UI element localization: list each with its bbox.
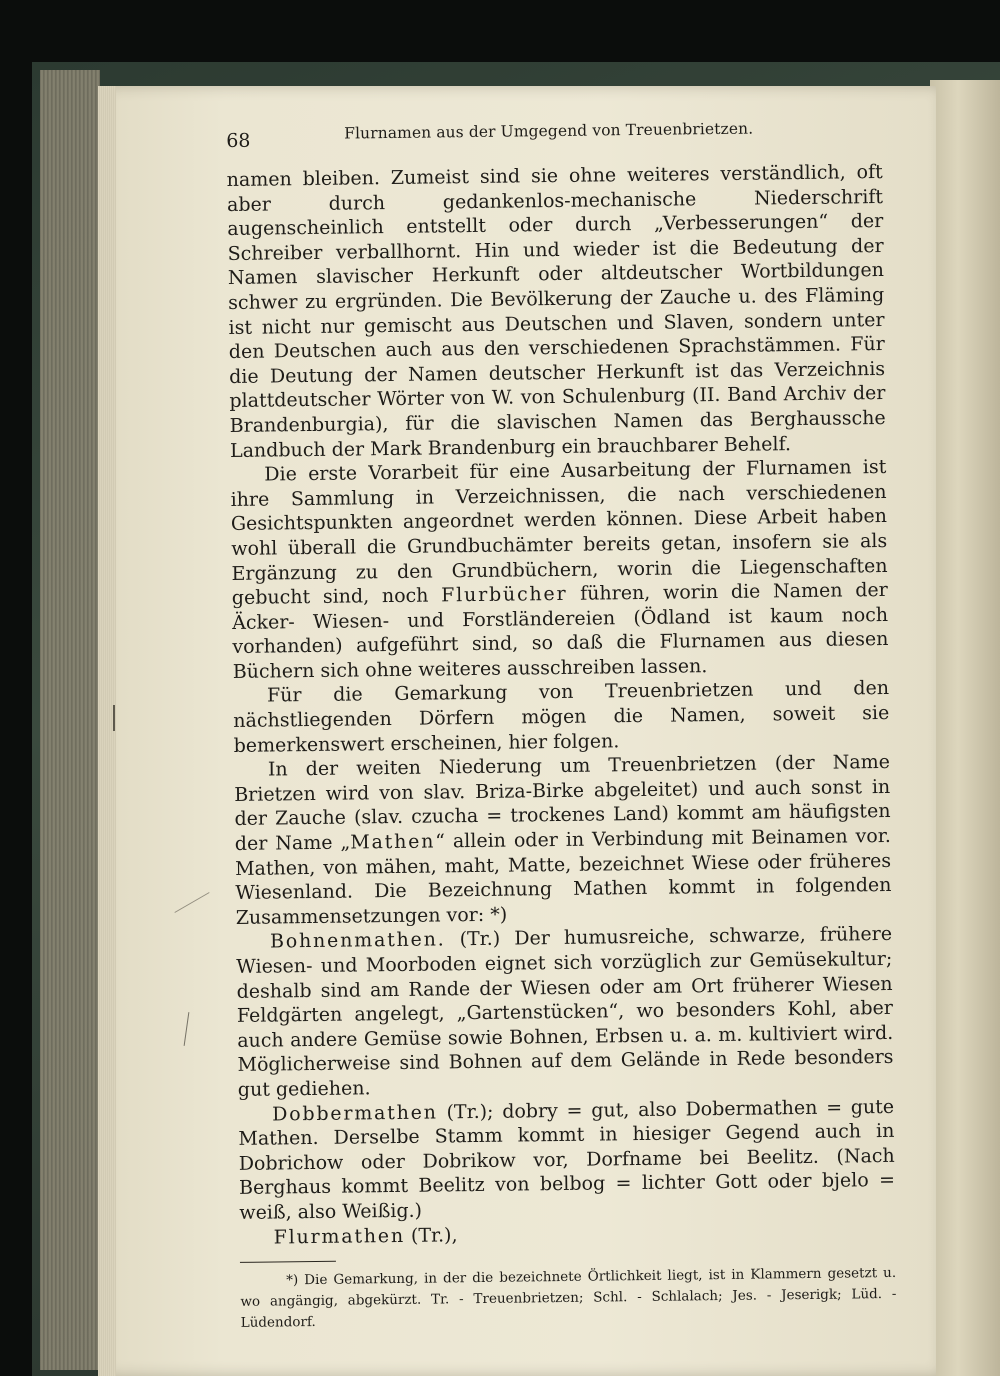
entry-dobbermathen: [238, 1094, 895, 1225]
paragraph-4-text-a: In der weiten Niederung um Treuenbrietzen (der Name Brietzen wird von slav. Briza-Birke abgeleitet) und auch sonst in der Zauche (slav. czucha = trockenes Land) kommt am häufigsten der Name „: [234, 751, 891, 855]
page-header: [226, 112, 882, 154]
paragraph-2-text-b: führen, worin die Namen der Äcker- Wiesen- und Forstländereien (Ödland ist kaum noch vorhanden) aufgeführt sind, so daß die Flurnamen aus diesen Büchern sich ohne weiteres ausschreiben lassen.: [232, 579, 889, 683]
body-text: [227, 160, 896, 1250]
page-content: [226, 112, 897, 1334]
running-title: Flurnamen aus der Umgegend von Treuenbrietzen.: [344, 119, 754, 143]
page-number: 68: [226, 129, 251, 152]
page-edges: [40, 70, 100, 1370]
footnote-divider: [240, 1261, 336, 1263]
footnote: *) Die Gemarkung, in der die bezeichnete Örtlichkeit liegt, ist in Klammern gesetzt u. wo angängig, abgekürzt. Tr. - Treuenbrietzen; Schl. - Schlalach; Jes. - Jeserigk; Lüd. - Lüdendorf.: [240, 1265, 897, 1332]
term-flurmathen: Flurmathen: [273, 1224, 406, 1249]
entry-bohnenmathen: [236, 922, 894, 1102]
paragraph-2-text-a: Die erste Vorarbeit für eine Ausarbeitung der Flurnamen ist ihre Sammlung in Verzeichnissen, die nach verschiedenen Gesichtspunkten angeordnet werden können. Diese Arbeit haben wohl überall die Grundbuchämter bereits getan, insofern sie als Ergänzung zu den Grundbüchern, worin die Liegenschaften gebucht sind, noch: [230, 456, 888, 610]
entry-bohnenmathen-text: (Tr.) Der humusreiche, schwarze, frühere Wiesen- und Moorboden eignet sich vorzüglich zur Gemüsekultur; deshalb sind am Rande der Wiesen oder am Ort früherer Wiesen Feldgärten angelegt, „Gartenstücken“, wo besonders Kohl, aber auch andere Gemüse sowie Bohnen, Erbsen u. a. m. kultiviert wird. Möglicherweise sind Bohnen auf dem Gelände in Rede besonders gut gediehen.: [236, 923, 894, 1101]
term-bohnenmathen: Bohnenmathen.: [269, 928, 446, 953]
term-flurbuecher: Flurbücher: [441, 582, 568, 607]
paragraph-4: [234, 750, 892, 930]
term-dobbermathen: Dobbermathen: [272, 1101, 438, 1126]
term-mathen: Mathen: [350, 830, 436, 854]
entry-dobbermathen-text: (Tr.); dobry = gut, also Dobermathen = gute Mathen. Derselbe Stamm kommt in hiesiger Gegend auch in Dobrichow oder Dobrikow vor, Dorfname bei Beelitz. (Nach Berghaus kommt Beelitz von belbog = lichter Gott oder bjelo = weiß, also Weißig.): [238, 1095, 896, 1224]
margin-pencil-mark: [113, 705, 115, 731]
paragraph-2: [230, 455, 889, 684]
entry-flurmathen-text: (Tr.),: [404, 1223, 458, 1247]
paragraph-4-text-b: “ allein oder in Verbindung mit Beinamen vor. Mathen, von mähen, maht, Matte, bezeichnet Wiese oder früheres Wiesenland. Die Bezeichnung Mathen kommt in folgenden Zusammensetzungen vor: *): [235, 824, 892, 929]
paragraph-1: namen bleiben. Zumeist sind sie ohne weiteres verständlich, oft aber durch gedankenlos-mechanische Niederschrift augenscheinlich entstellt oder durch „Verbesserungen“ der Schreiber verballhornt. Hin und wieder ist die Bedeutung der Namen slavischer Herkunft oder altdeutscher Wortbildungen schwer zu ergründen. Die Bevölkerung der Zauche u. des Fläming ist nicht nur gemischt aus Deutschen und Slaven, sondern unter den Deutschen auch aus den verschiedenen Sprachstämmen. Für die Deutung der Namen deutscher Herkunft ist das Verzeichnis plattdeutscher Wörter von W. von Schulenburg (II. Band Archiv der Brandenburgia), für die slavischen Namen das Berghaussche Landbuch der Mark Brandenburg ein brauchbarer Behelf.: [226, 160, 886, 462]
paragraph-3: Für die Gemarkung von Treuenbrietzen und den nächstliegenden Dörfern mögen die Namen, soweit sie bemerkenswert erscheinen, hier folgen.: [233, 677, 890, 757]
facing-page-edge: [930, 80, 1000, 1376]
page-stack-edge: [98, 86, 116, 1376]
